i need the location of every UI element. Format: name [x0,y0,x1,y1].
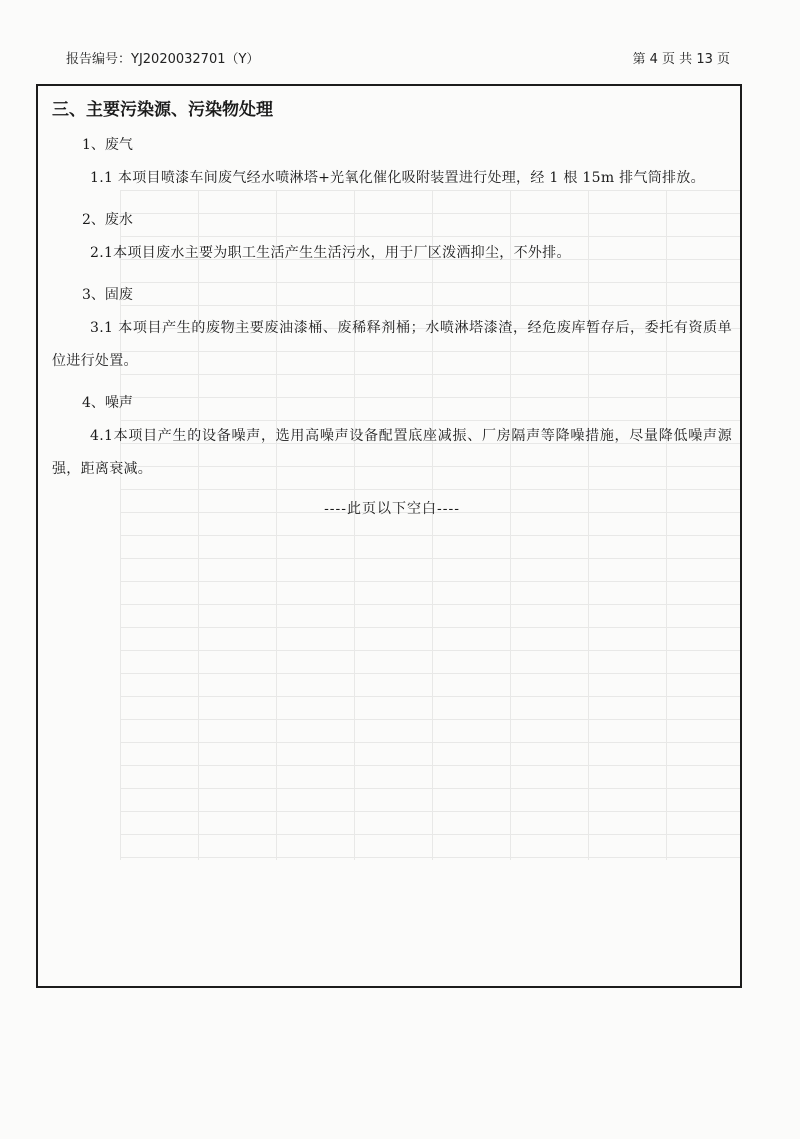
subsection-heading-waste-gas: 1、废气 [82,137,133,153]
subsection-heading-solid-waste: 3、固废 [82,287,133,303]
paragraph-solid-waste: 3.1 本项目产生的废物主要废油漆桶、废稀释剂桶；水喷淋塔漆渣，经危废库暂存后，委托有资质单位进行处置。 [52,320,732,369]
page-number: 第 4 页 共 13 页 [632,52,730,67]
blank-below-note: ----此页以下空白---- [324,501,460,517]
section-body [52,96,732,522]
paragraph-waste-gas: 1.1 本项目喷漆车间废气经水喷淋塔+光氧化催化吸附装置进行处理，经 1 根 15m 排气筒排放。 [90,170,705,186]
paragraph-waste-water: 2.1本项目废水主要为职工生活产生生活污水，用于厂区泼洒抑尘，不外排。 [90,245,571,261]
report-number: 报告编号：YJ2020032701（Y） [66,52,260,67]
section-title: 三、主要污染源、污染物处理 [52,100,273,120]
subsection-heading-noise: 4、噪声 [82,395,133,411]
subsection-heading-waste-water: 2、废水 [82,212,133,228]
paragraph-noise: 4.1本项目产生的设备噪声，选用高噪声设备配置底座减振、厂房隔声等降噪措施，尽量降低噪声源强，距离衰减。 [52,428,732,477]
